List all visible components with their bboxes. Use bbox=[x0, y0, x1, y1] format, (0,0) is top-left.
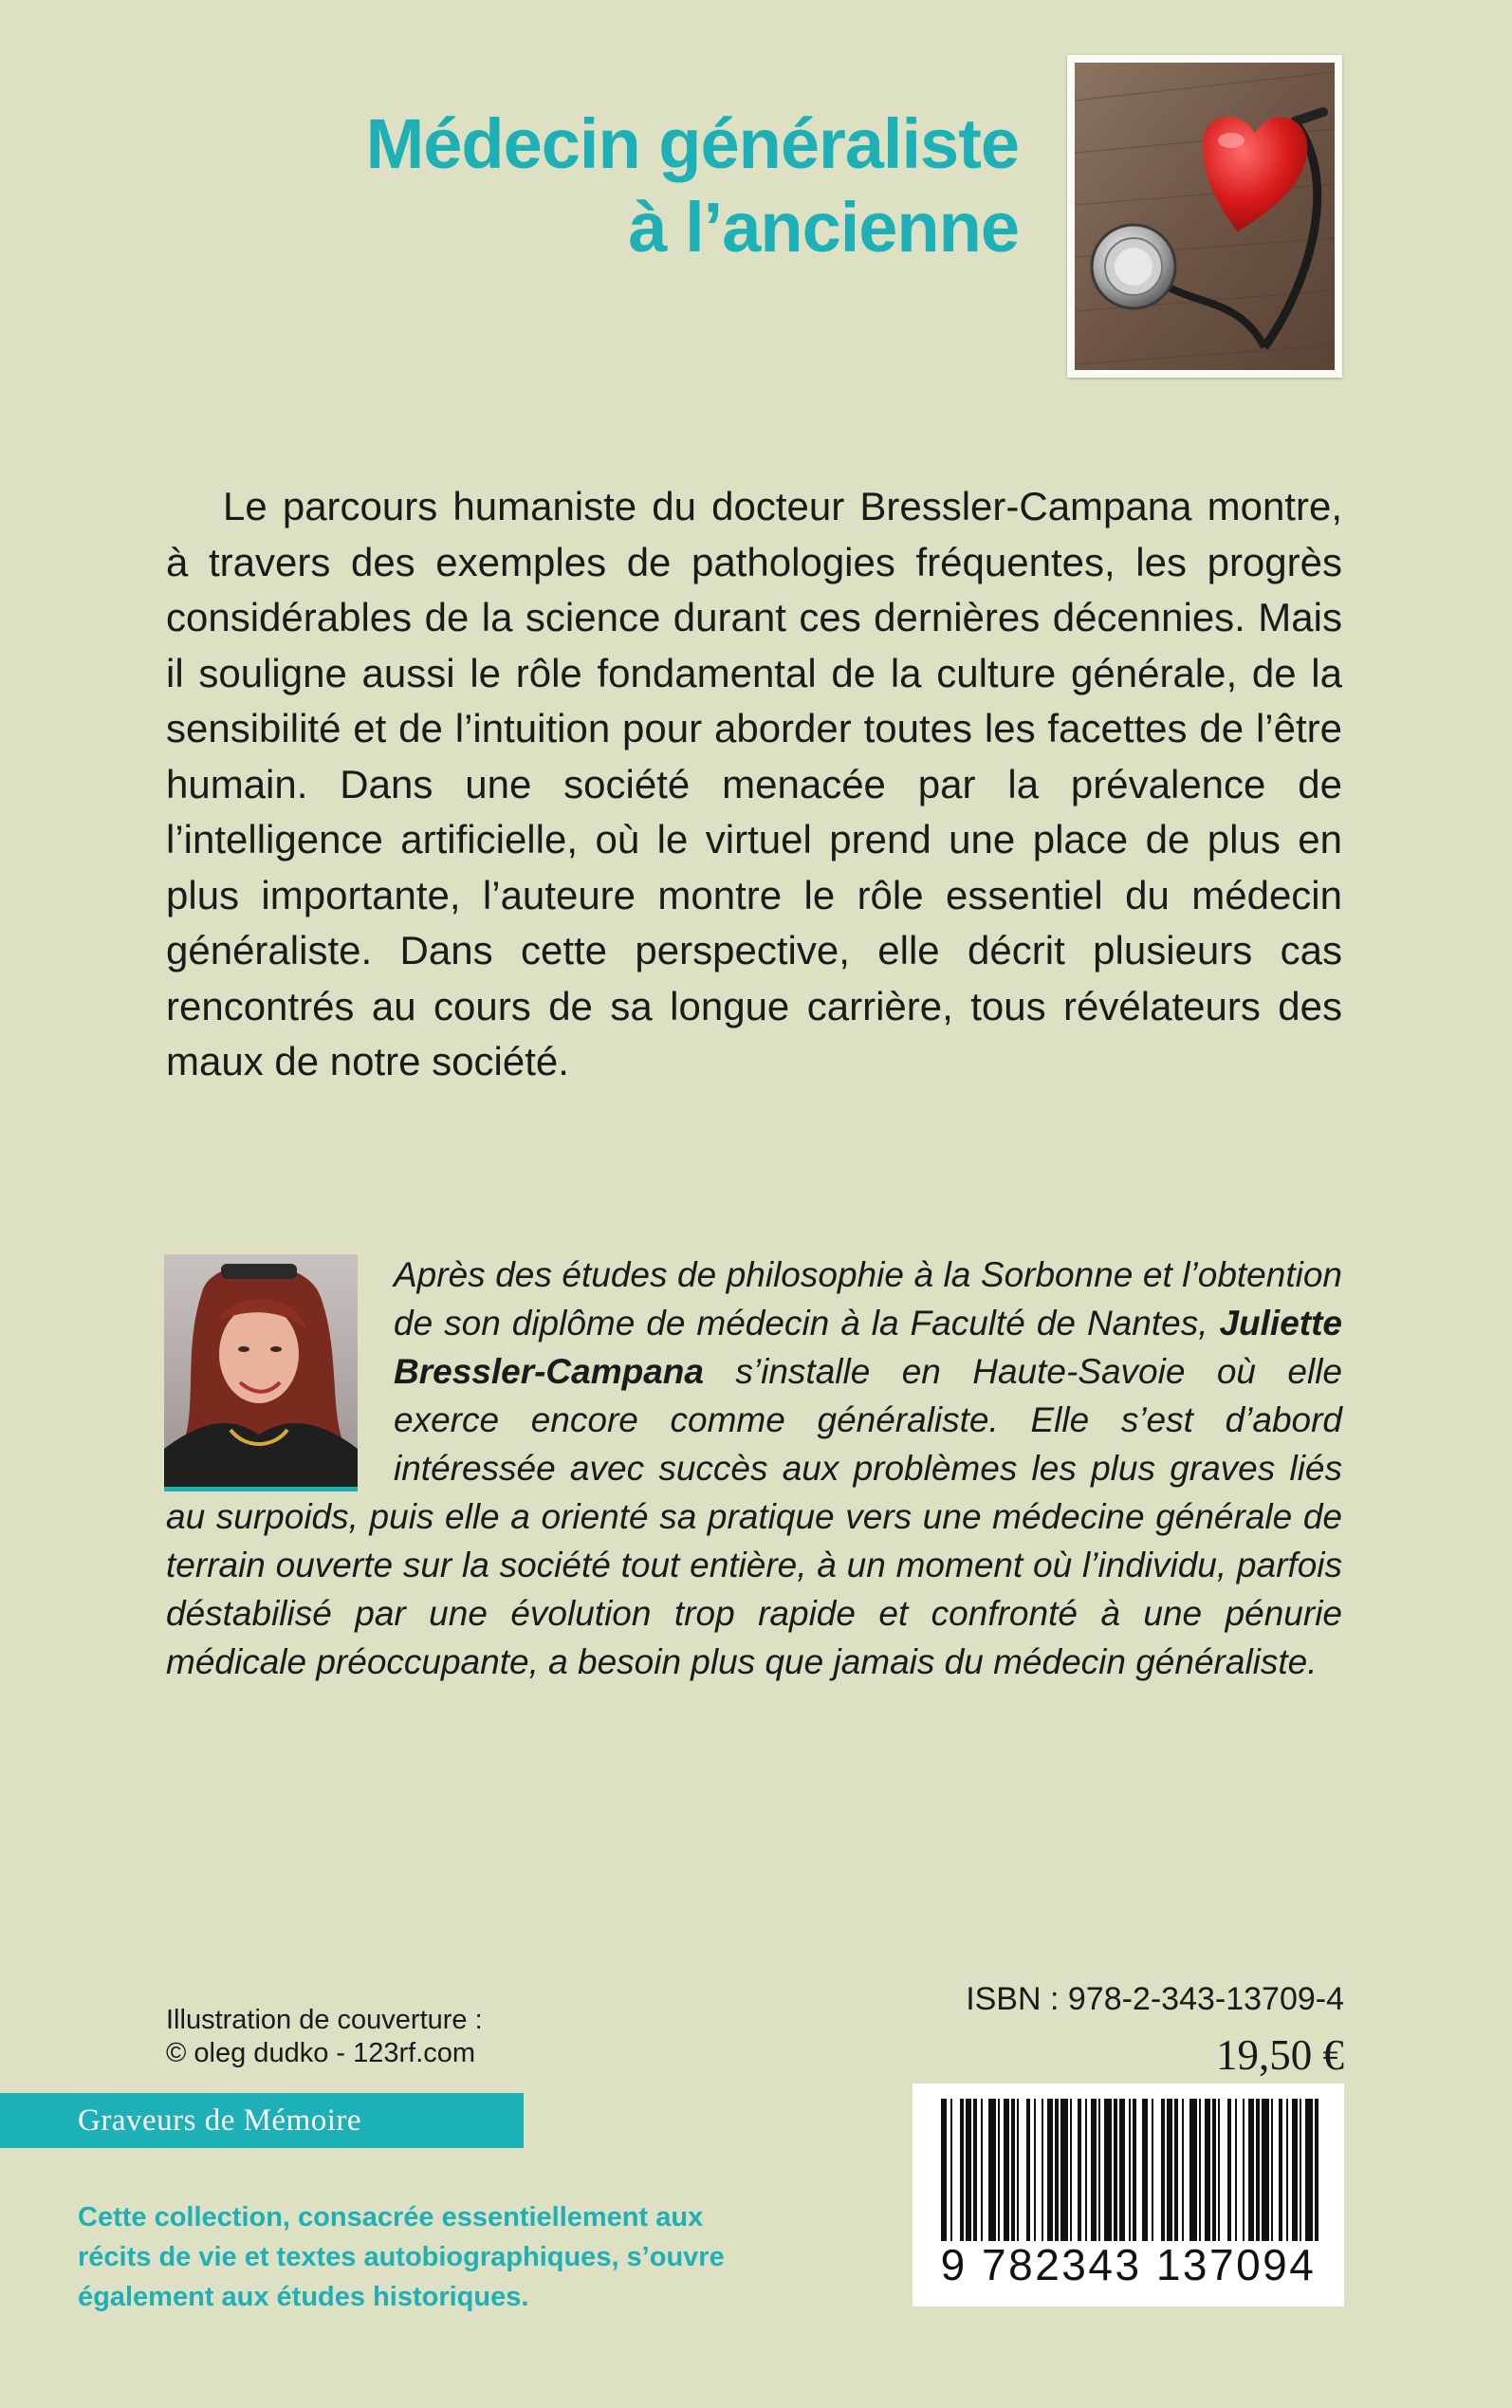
book-price: 19,50 € bbox=[1216, 2031, 1344, 2079]
barcode-bar bbox=[1218, 2099, 1220, 2241]
barcode-bar bbox=[1286, 2099, 1288, 2241]
book-title-line: à l’ancienne bbox=[628, 188, 1019, 267]
barcode-bar bbox=[988, 2099, 996, 2241]
barcode-bar bbox=[981, 2099, 983, 2241]
barcode-bar bbox=[960, 2099, 964, 2241]
barcode-bar bbox=[1227, 2099, 1231, 2241]
barcode-bar bbox=[1098, 2099, 1100, 2241]
collection-description: Cette collection, consacrée essentiellement aux récits de vie et textes autobiographiques, s’ouvre également aux études historiques. bbox=[78, 2202, 725, 2312]
back-cover-blurb: Le parcours humaniste du docteur Bressler-Campana montre, à travers des exemples de pathologies fréquentes, les progrès considérables de la science durant ces dernières décennies. Mais il souligne aussi le rôle fondamental de la culture générale, de la sensibilité et de l’intuition pour aborder toutes les facettes de l’être humain. Dans une société menacée par la prévalence de l’intelligence artificielle, où le virtuel prend une place de plus en plus importante, l’auteure montre le rôle essentiel du médecin généraliste. Dans cette perspective, elle décrit plusieurs cas rencontrés au cours de sa longue carrière, tous révélateurs des maux de notre société. bbox=[166, 484, 1342, 1084]
collection-name-band bbox=[0, 2093, 524, 2148]
barcode-bar bbox=[1060, 2099, 1068, 2241]
barcode-bar bbox=[1271, 2099, 1273, 2241]
barcode-bar bbox=[1182, 2099, 1184, 2241]
author-name: Juliette Bressler-Campana bbox=[394, 1304, 1342, 1391]
barcode-bar bbox=[1004, 2099, 1009, 2241]
barcode-bar bbox=[1104, 2099, 1112, 2241]
barcode-bar bbox=[1292, 2099, 1298, 2241]
barcode-bar bbox=[950, 2099, 952, 2241]
barcode bbox=[913, 2084, 1344, 2306]
barcode-bar bbox=[1026, 2099, 1030, 2241]
barcode-bar bbox=[1174, 2099, 1178, 2241]
barcode-bar bbox=[1142, 2099, 1148, 2241]
barcode-bar bbox=[1262, 2099, 1269, 2241]
barcode-bar bbox=[1279, 2099, 1282, 2241]
book-title-line: Médecin généraliste bbox=[365, 104, 1019, 183]
barcode-bar bbox=[1167, 2099, 1172, 2241]
barcode-bar bbox=[1300, 2099, 1301, 2241]
barcode-digits: 9 782343 137094 bbox=[940, 2240, 1317, 2289]
barcode-bar bbox=[1248, 2099, 1254, 2241]
barcode-bar bbox=[1034, 2099, 1036, 2241]
barcode-bar bbox=[1243, 2099, 1245, 2241]
barcode-bar bbox=[1078, 2099, 1081, 2241]
illustration-credit bbox=[166, 2004, 483, 2070]
heart-stethoscope-icon bbox=[1075, 63, 1335, 370]
author-biography bbox=[166, 1250, 1342, 1686]
isbn-number: ISBN : 978-2-343-13709-4 bbox=[966, 1981, 1344, 2017]
book-title bbox=[366, 102, 1019, 269]
barcode-bar bbox=[1017, 2099, 1019, 2241]
barcode-bar bbox=[941, 2099, 947, 2241]
barcode-bar bbox=[1212, 2099, 1216, 2241]
barcode-bar bbox=[1315, 2099, 1318, 2241]
barcode-bar bbox=[1119, 2099, 1125, 2241]
barcode-bar bbox=[1199, 2099, 1201, 2241]
barcode-bar bbox=[1085, 2099, 1087, 2241]
cover-photo-frame bbox=[1067, 55, 1342, 378]
barcode-bar bbox=[1091, 2099, 1097, 2241]
barcode-bar bbox=[1189, 2099, 1197, 2241]
credit-line: Illustration de couverture : bbox=[166, 2005, 483, 2035]
barcode-bar bbox=[1114, 2099, 1117, 2241]
collection-name: Graveurs de Mémoire bbox=[78, 2103, 362, 2138]
barcode-bar bbox=[1011, 2099, 1015, 2241]
barcode-bar bbox=[1305, 2099, 1313, 2241]
barcode-bar bbox=[1152, 2099, 1153, 2241]
barcode-bar bbox=[1133, 2099, 1136, 2241]
barcode-bar bbox=[1042, 2099, 1043, 2241]
barcode-bar bbox=[1055, 2099, 1059, 2241]
barcode-bar bbox=[966, 2099, 971, 2241]
barcode-bar bbox=[1161, 2099, 1165, 2241]
portrait-spacer bbox=[166, 1250, 394, 1492]
bio-intro: Après des études de philosophie à la Sorbonne et l’obtention de son diplôme de médecin à la Faculté de Nantes, bbox=[394, 1255, 1342, 1343]
barcode-bar bbox=[1047, 2099, 1053, 2241]
barcode-bar bbox=[1070, 2099, 1072, 2241]
barcode-bar bbox=[1235, 2099, 1237, 2241]
barcode-bar bbox=[998, 2099, 1000, 2241]
barcode-bar bbox=[1256, 2099, 1260, 2241]
barcode-bar bbox=[973, 2099, 977, 2241]
credit-line: © oleg dudko - 123rf.com bbox=[166, 2038, 476, 2068]
barcode-bar bbox=[1205, 2099, 1210, 2241]
bio-rest: s’installe en Haute-Savoie où elle exerce encore comme généraliste. Elle s’est d’abord intéressée avec succès aux problèmes les plus graves liés au surpoids, puis elle a orienté sa pratique vers une médecine générale de terrain ouverte sur la société tout entière, à un moment où l’individu, parfois déstabilisé par une évolution trop rapide et confronté à une pénurie médicale préoccupante, a besoin plus que jamais du médecin généraliste. bbox=[166, 1352, 1342, 1681]
barcode-bar bbox=[1129, 2099, 1131, 2241]
